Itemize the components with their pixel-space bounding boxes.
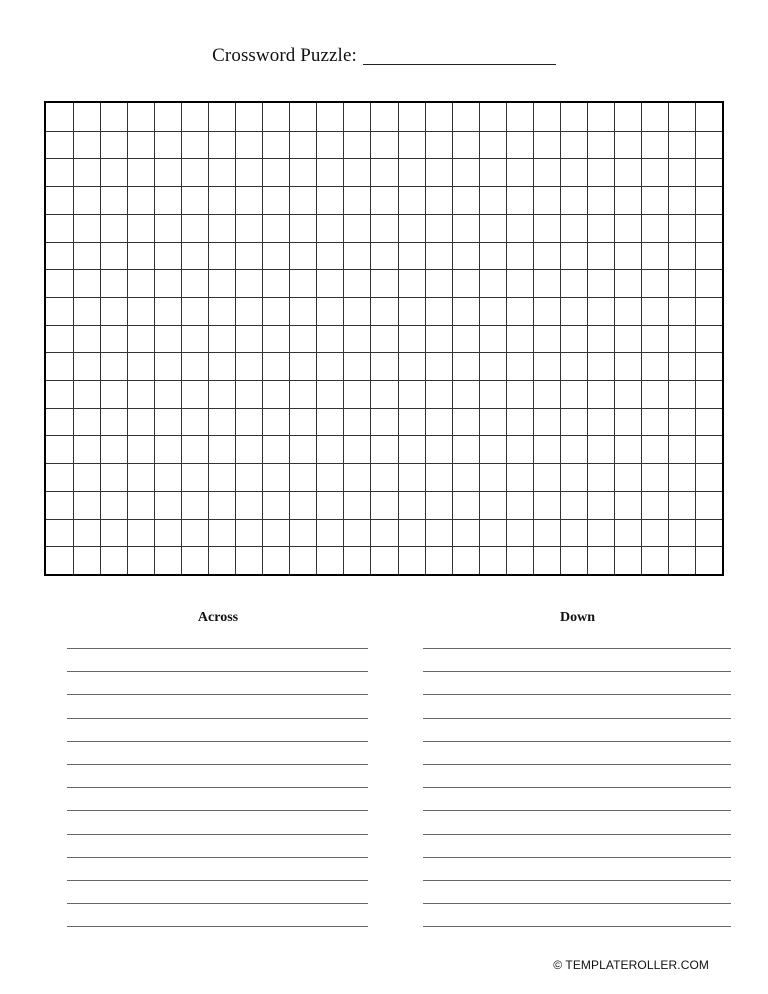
- down-clue-line[interactable]: [423, 834, 731, 835]
- across-heading: Across: [197, 610, 239, 625]
- across-clue-line[interactable]: [67, 718, 368, 719]
- across-clue-line[interactable]: [67, 694, 368, 695]
- down-clue-line[interactable]: [423, 694, 731, 695]
- down-heading: Down: [559, 610, 595, 625]
- page-title: [0, 45, 768, 67]
- down-clue-line[interactable]: [423, 926, 731, 927]
- down-clue-line[interactable]: [423, 903, 731, 904]
- down-clue-line[interactable]: [423, 764, 731, 765]
- across-clue-line[interactable]: [67, 926, 368, 927]
- down-clue-line[interactable]: [423, 718, 731, 719]
- down-clue-line[interactable]: [423, 648, 731, 649]
- down-clue-line[interactable]: [423, 880, 731, 881]
- crossword-grid[interactable]: [44, 101, 724, 576]
- footer-credit: © TEMPLATEROLLER.COM: [553, 958, 709, 972]
- across-clue-line[interactable]: [67, 903, 368, 904]
- across-clue-line[interactable]: [67, 857, 368, 858]
- across-clue-line[interactable]: [67, 880, 368, 881]
- down-clue-line[interactable]: [423, 741, 731, 742]
- down-clue-line[interactable]: [423, 671, 731, 672]
- across-clue-line[interactable]: [67, 741, 368, 742]
- across-clue-line[interactable]: [67, 671, 368, 672]
- across-clue-line[interactable]: [67, 648, 368, 649]
- down-clue-line[interactable]: [423, 810, 731, 811]
- across-clue-line[interactable]: [67, 834, 368, 835]
- crossword-grid-lines: [46, 103, 722, 574]
- down-clue-line[interactable]: [423, 857, 731, 858]
- down-clue-line[interactable]: [423, 787, 731, 788]
- puzzle-name-blank[interactable]: [363, 46, 556, 65]
- across-clue-line[interactable]: [67, 787, 368, 788]
- across-clue-line[interactable]: [67, 810, 368, 811]
- page-title-text: Crossword Puzzle:: [212, 45, 357, 66]
- across-clue-line[interactable]: [67, 764, 368, 765]
